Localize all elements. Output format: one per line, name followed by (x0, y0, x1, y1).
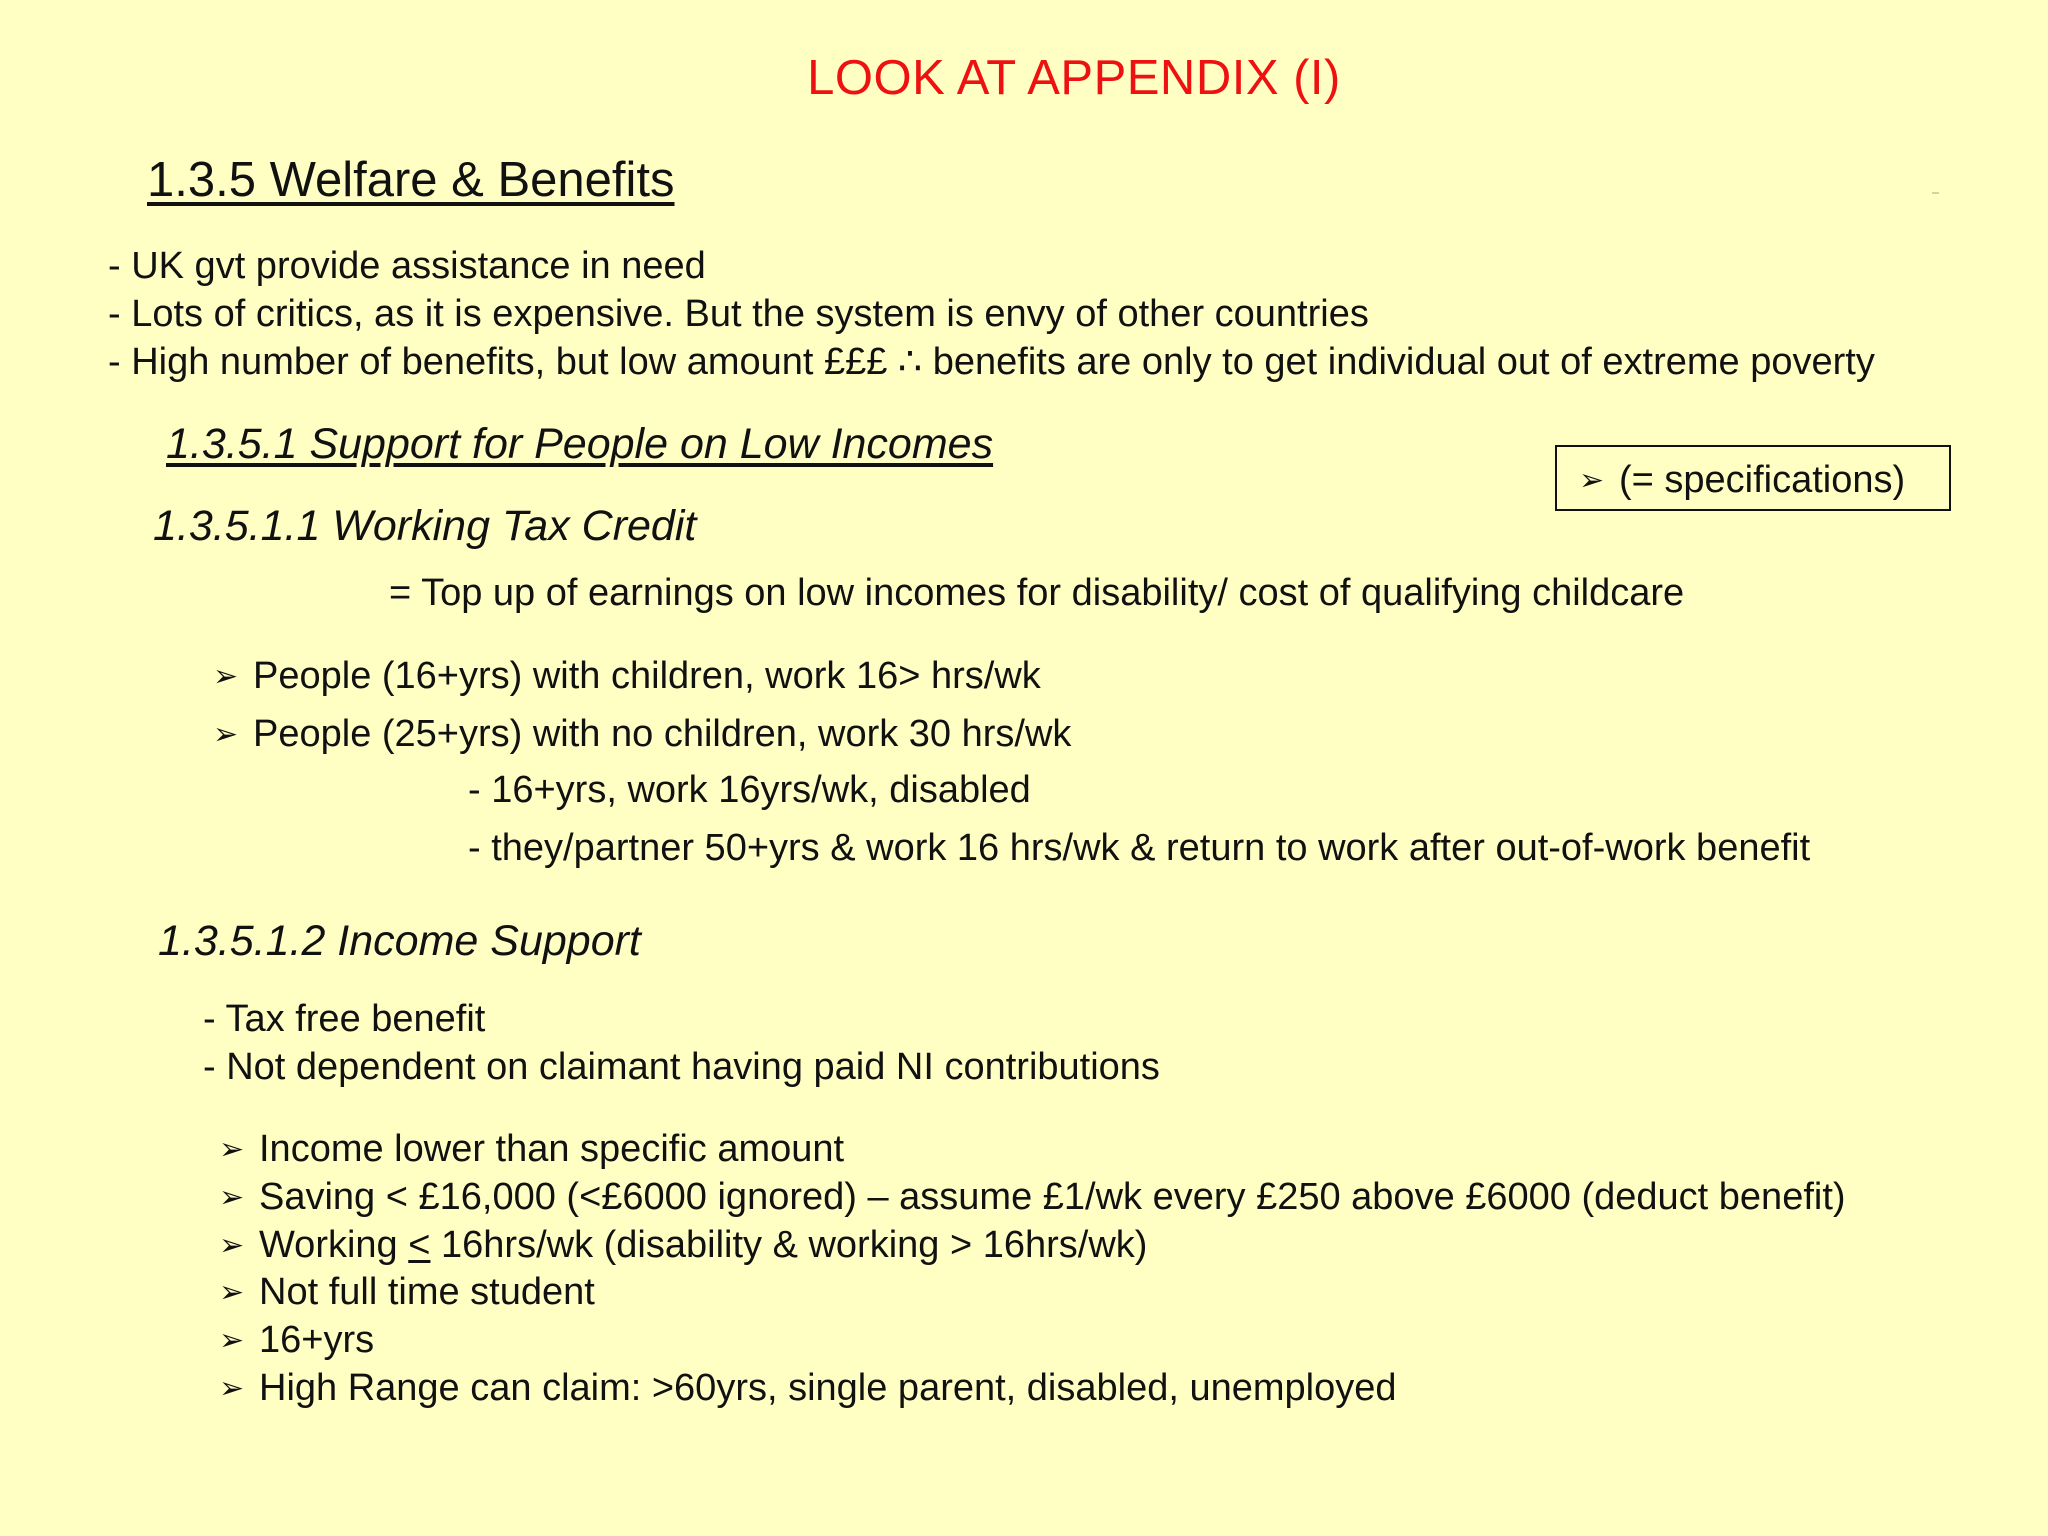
arrow-bullet-icon: ➢ (219, 1180, 245, 1214)
wtc-sub-points (468, 762, 1810, 877)
arrow-bullet-icon: ➢ (219, 1276, 245, 1310)
list-item (219, 1269, 1846, 1317)
point: - Not dependent on claimant having paid NI contributions (203, 1046, 1160, 1088)
intro-point: - Lots of critics, as it is expensive. But the system is envy of other countries (108, 293, 1369, 335)
spec-text-after: 16hrs/wk (disability & working > 16hrs/wk) (430, 1223, 1148, 1266)
list-item (219, 1126, 1846, 1174)
arrow-bullet-icon: ➢ (1579, 464, 1605, 497)
appendix-note: LOOK AT APPENDIX (I) (807, 51, 1341, 105)
legend-text: (= specifications) (1619, 459, 1906, 501)
list-item (219, 1174, 1846, 1222)
wtc-definition: = Top up of earnings on low incomes for disability/ cost of qualifying childcare (389, 572, 1685, 614)
arrow-bullet-icon: ➢ (219, 1228, 245, 1262)
arrow-bullet-icon: ➢ (213, 660, 239, 693)
spec-text: People (16+yrs) with children, work 16> hrs/wk (253, 655, 1041, 697)
sub-point: - they/partner 50+yrs & work 16 hrs/wk & return to work after out-of-work benefit (468, 826, 1811, 869)
spec-text: 16+yrs (259, 1319, 375, 1362)
intro-points (108, 242, 1875, 386)
wtc-title: 1.3.5.1.1 Working Tax Credit (153, 502, 697, 550)
spec-text: Income lower than specific amount (259, 1128, 845, 1170)
subsection-title: 1.3.5.1 Support for People on Low Incomes (166, 420, 994, 468)
point: - Tax free benefit (203, 998, 486, 1040)
income-support-specs (219, 1126, 1846, 1413)
list-item (213, 648, 1071, 706)
intro-point: - UK gvt provide assistance in need (108, 245, 706, 287)
wtc-specs (213, 648, 1071, 763)
arrow-bullet-icon: ➢ (219, 1371, 245, 1405)
spec-text: Saving < £16,000 (<£6000 ignored) – assume £1/wk every £250 above £6000 (deduct benefit) (259, 1175, 1846, 1218)
spec-text: People (25+yrs) with no children, work 30 hrs/wk (253, 712, 1072, 755)
list-item (213, 706, 1071, 764)
stray-mark (1932, 192, 1939, 194)
income-support-points (203, 995, 1160, 1091)
sub-point: - 16+yrs, work 16yrs/wk, disabled (468, 769, 1031, 811)
section-title: 1.3.5 Welfare & Benefits (147, 153, 675, 207)
income-support-title: 1.3.5.1.2 Income Support (158, 917, 641, 965)
arrow-bullet-icon: ➢ (219, 1133, 245, 1166)
arrow-bullet-icon: ➢ (213, 717, 239, 751)
intro-point: - High number of benefits, but low amount £££ ∴ benefits are only to get individual out of extreme poverty (108, 341, 1875, 383)
spec-text: Not full time student (259, 1271, 595, 1314)
legend-box (1555, 445, 1951, 511)
spec-text: High Range can claim: >60yrs, single parent, disabled, unemployed (259, 1366, 1397, 1409)
list-item (219, 1222, 1846, 1270)
list-item (219, 1317, 1846, 1365)
arrow-bullet-icon: ➢ (219, 1324, 245, 1358)
less-equal-sign: < (408, 1223, 431, 1266)
list-item (219, 1365, 1846, 1413)
spec-text-before: Working (259, 1223, 409, 1266)
